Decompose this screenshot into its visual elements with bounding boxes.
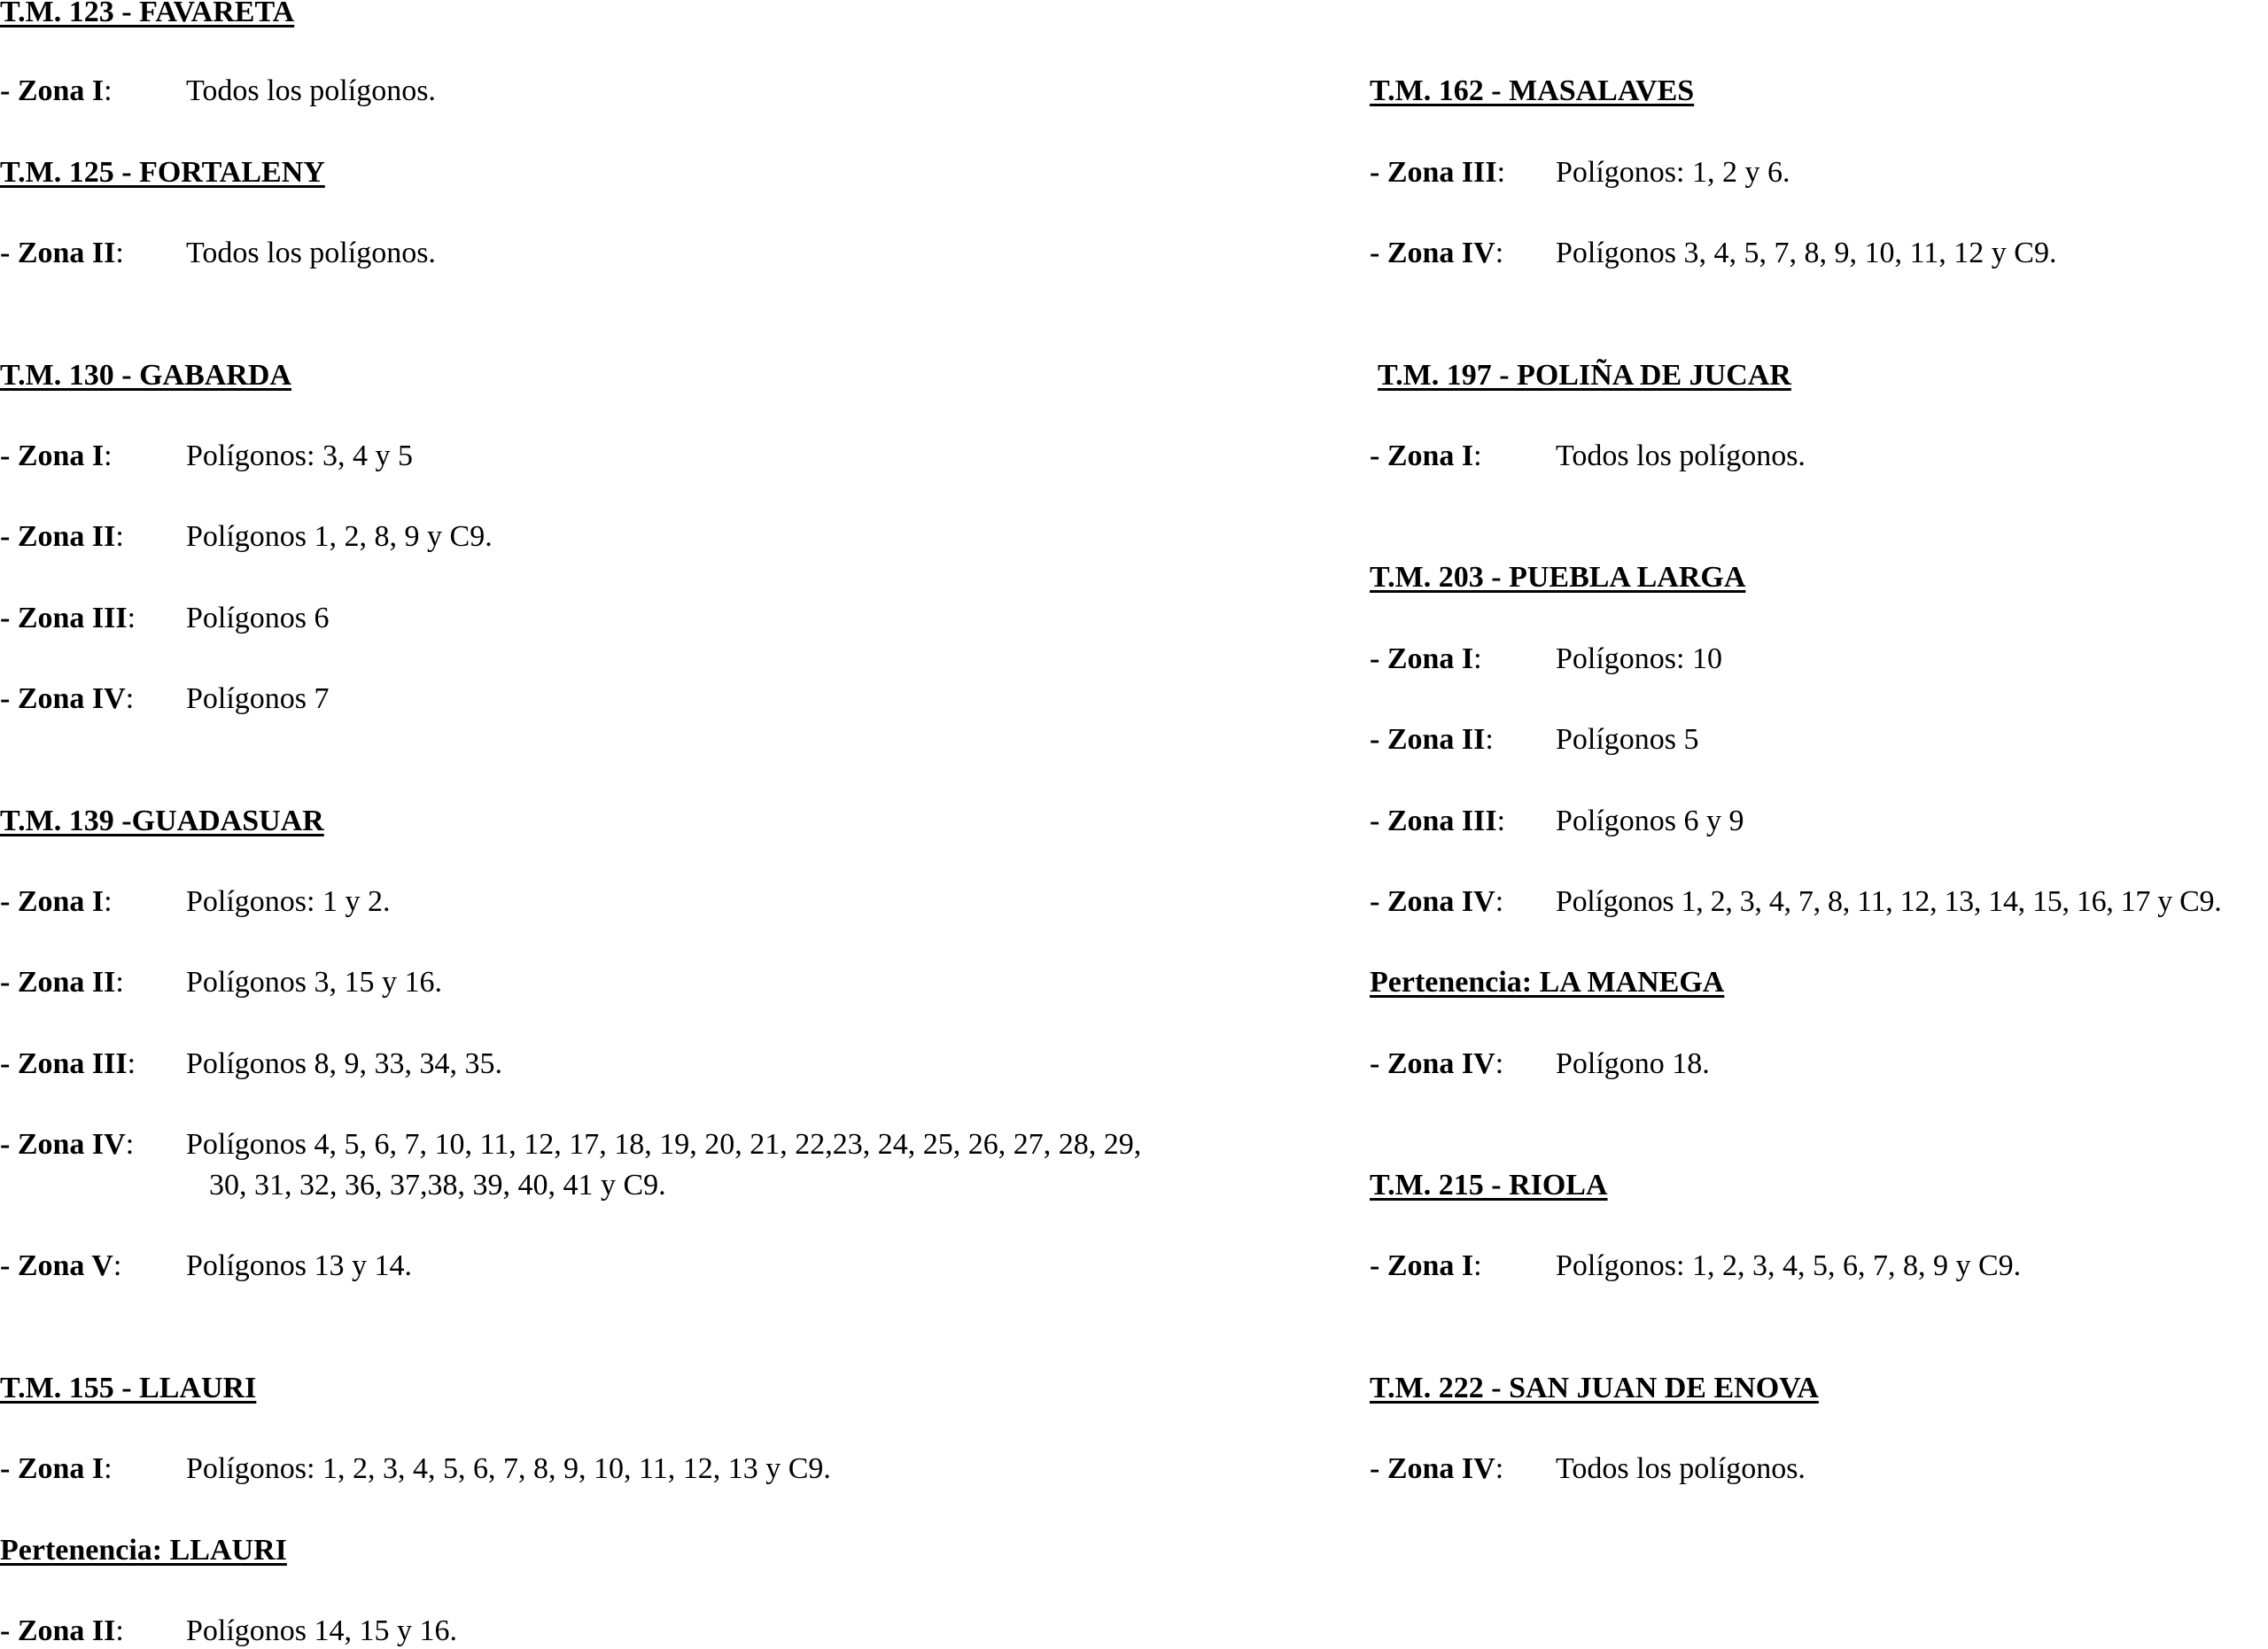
zone-row-fortaleny-ii bbox=[0, 236, 124, 271]
zone-colon: : bbox=[1495, 237, 1504, 269]
zone-label: - Zona III bbox=[1370, 156, 1497, 189]
zone-value: Polígonos 6 y 9 bbox=[1556, 805, 1744, 837]
zone-row-puebla-iii bbox=[1370, 804, 1505, 839]
zone-label: - Zona V bbox=[0, 1249, 113, 1282]
zone-value: Polígonos 3, 15 y 16. bbox=[186, 966, 443, 999]
heading-puebla-larga: T.M. 203 - PUEBLA LARGA bbox=[1370, 561, 1746, 594]
zone-label: - Zona IV bbox=[1370, 1452, 1495, 1485]
zone-row-pertenencia-llauri-ii bbox=[0, 1614, 124, 1649]
zone-colon: : bbox=[127, 1047, 136, 1080]
zone-label: - Zona II bbox=[0, 966, 116, 999]
zone-label: - Zona I bbox=[0, 1452, 105, 1485]
zone-value: Polígonos 5 bbox=[1556, 723, 1699, 756]
heading-masalaves: T.M. 162 - MASALAVES bbox=[1370, 74, 1695, 107]
zone-row-polina-i bbox=[1370, 439, 1482, 474]
zone-value: Todos los polígonos. bbox=[1556, 439, 1806, 472]
zone-row-gabarda-i bbox=[0, 439, 113, 474]
zone-row-riola-i bbox=[1370, 1248, 1482, 1284]
zone-value: Polígonos 4, 5, 6, 7, 10, 11, 12, 17, 18, 19, 20, 21, 22,23, 24, 25, 26, 27, 28, 29, bbox=[186, 1128, 1142, 1161]
zone-colon: : bbox=[1473, 439, 1482, 472]
zone-label: - Zona I bbox=[0, 74, 105, 107]
heading-favareta: T.M. 123 - FAVARETA bbox=[0, 0, 295, 28]
zone-label: - Zona I bbox=[1370, 642, 1474, 675]
zone-colon: : bbox=[115, 237, 124, 269]
zone-row-masalaves-iii bbox=[1370, 155, 1505, 191]
zone-value: Polígono 18. bbox=[1556, 1047, 1710, 1080]
zone-value: Polígonos 3, 4, 5, 7, 8, 9, 10, 11, 12 y C9. bbox=[1556, 237, 2057, 269]
zone-value: Polígonos 14, 15 y 16. bbox=[186, 1614, 458, 1647]
zone-colon: : bbox=[104, 1452, 113, 1485]
zone-colon: : bbox=[113, 1249, 122, 1282]
zone-row-guadasuar-i bbox=[0, 884, 113, 920]
zone-value: Todos los polígonos. bbox=[186, 74, 436, 107]
zone-row-favareta-i bbox=[0, 74, 113, 109]
heading-fortaleny: T.M. 125 - FORTALENY bbox=[0, 156, 325, 189]
zone-label: - Zona III bbox=[1370, 805, 1497, 837]
zone-value: Todos los polígonos. bbox=[186, 237, 436, 269]
heading-riola: T.M. 215 - RIOLA bbox=[1370, 1169, 1608, 1202]
zone-colon: : bbox=[104, 885, 113, 918]
zone-value: Polígonos 7 bbox=[186, 682, 330, 715]
zone-colon: : bbox=[125, 1128, 135, 1161]
zone-row-enova-iv bbox=[1370, 1451, 1503, 1487]
zone-label: - Zona II bbox=[0, 1614, 116, 1647]
zone-colon: : bbox=[115, 1614, 124, 1647]
zone-label: - Zona III bbox=[0, 602, 128, 634]
zone-row-puebla-iv bbox=[1370, 884, 1503, 920]
zone-colon: : bbox=[1495, 885, 1504, 918]
zone-value: Polígonos: 10 bbox=[1556, 642, 1722, 675]
zone-colon: : bbox=[1496, 805, 1506, 837]
zone-label: - Zona I bbox=[1370, 439, 1474, 472]
zone-value: Todos los polígonos. bbox=[1556, 1452, 1806, 1485]
zone-value: Polígonos 1, 2, 3, 4, 7, 8, 11, 12, 13, 14, 15, 16, 17 y C9. bbox=[1556, 885, 2222, 918]
zone-label: - Zona I bbox=[0, 885, 105, 918]
zone-row-gabarda-iii bbox=[0, 601, 136, 636]
zone-row-guadasuar-iv bbox=[0, 1127, 134, 1163]
heading-guadasuar: T.M. 139 -GUADASUAR bbox=[0, 805, 324, 837]
zone-row-guadasuar-v bbox=[0, 1248, 121, 1284]
heading-pertenencia-llauri: Pertenencia: LLAURI bbox=[0, 1534, 287, 1567]
zone-value: Polígonos: 1, 2, 3, 4, 5, 6, 7, 8, 9, 10, 11, 12, 13 y C9. bbox=[186, 1452, 831, 1485]
zone-colon: : bbox=[1496, 156, 1506, 189]
heading-polina-de-jucar: T.M. 197 - POLIÑA DE JUCAR bbox=[1378, 359, 1791, 392]
zone-label: - Zona II bbox=[0, 520, 116, 553]
zone-colon: : bbox=[127, 602, 136, 634]
zone-value: Polígonos: 1, 2, 3, 4, 5, 6, 7, 8, 9 y C9. bbox=[1556, 1249, 2022, 1282]
zone-label: - Zona IV bbox=[0, 682, 126, 715]
zone-row-masalaves-iv bbox=[1370, 236, 1503, 271]
heading-san-juan-de-enova: T.M. 222 - SAN JUAN DE ENOVA bbox=[1370, 1372, 1819, 1404]
zone-row-puebla-ii bbox=[1370, 722, 1494, 758]
zone-row-gabarda-iv bbox=[0, 681, 134, 717]
zone-value: Polígonos 13 y 14. bbox=[186, 1249, 413, 1282]
zone-row-puebla-i bbox=[1370, 642, 1482, 677]
zone-label: - Zona III bbox=[0, 1047, 128, 1080]
zone-value: Polígonos: 3, 4 y 5 bbox=[186, 439, 413, 472]
zone-value: Polígonos: 1 y 2. bbox=[186, 885, 391, 918]
zone-row-manega-iv bbox=[1370, 1046, 1503, 1082]
zone-colon: : bbox=[104, 74, 113, 107]
zone-value: Polígonos: 1, 2 y 6. bbox=[1556, 156, 1790, 189]
zone-colon: : bbox=[1495, 1047, 1504, 1080]
zone-label: - Zona II bbox=[1370, 723, 1486, 756]
zone-row-llauri-i bbox=[0, 1451, 113, 1487]
zone-label: - Zona II bbox=[0, 237, 116, 269]
zone-colon: : bbox=[1485, 723, 1494, 756]
zone-value: Polígonos 8, 9, 33, 34, 35. bbox=[186, 1047, 503, 1080]
zone-label: - Zona IV bbox=[1370, 237, 1495, 269]
zone-colon: : bbox=[115, 520, 124, 553]
heading-pertenencia-la-manega: Pertenencia: LA MANEGA bbox=[1370, 966, 1725, 999]
zone-colon: : bbox=[1495, 1452, 1504, 1485]
zone-colon: : bbox=[115, 966, 124, 999]
zone-label: - Zona IV bbox=[0, 1128, 126, 1161]
zone-colon: : bbox=[125, 682, 135, 715]
zone-value: Polígonos 6 bbox=[186, 602, 330, 634]
zone-label: - Zona IV bbox=[1370, 1047, 1495, 1080]
zone-row-gabarda-ii bbox=[0, 519, 124, 555]
zone-value-continued: 30, 31, 32, 36, 37,38, 39, 40, 41 y C9. bbox=[209, 1169, 666, 1202]
zone-label: - Zona I bbox=[1370, 1249, 1474, 1282]
zone-colon: : bbox=[1473, 1249, 1482, 1282]
zone-label: - Zona IV bbox=[1370, 885, 1495, 918]
heading-llauri: T.M. 155 - LLAURI bbox=[0, 1372, 257, 1404]
heading-gabarda: T.M. 130 - GABARDA bbox=[0, 359, 291, 392]
zone-value: Polígonos 1, 2, 8, 9 y C9. bbox=[186, 520, 493, 553]
zone-colon: : bbox=[104, 439, 113, 472]
zone-colon: : bbox=[1473, 642, 1482, 675]
zone-label: - Zona I bbox=[0, 439, 105, 472]
zone-row-guadasuar-ii bbox=[0, 965, 124, 1000]
zone-row-guadasuar-iii bbox=[0, 1046, 136, 1082]
